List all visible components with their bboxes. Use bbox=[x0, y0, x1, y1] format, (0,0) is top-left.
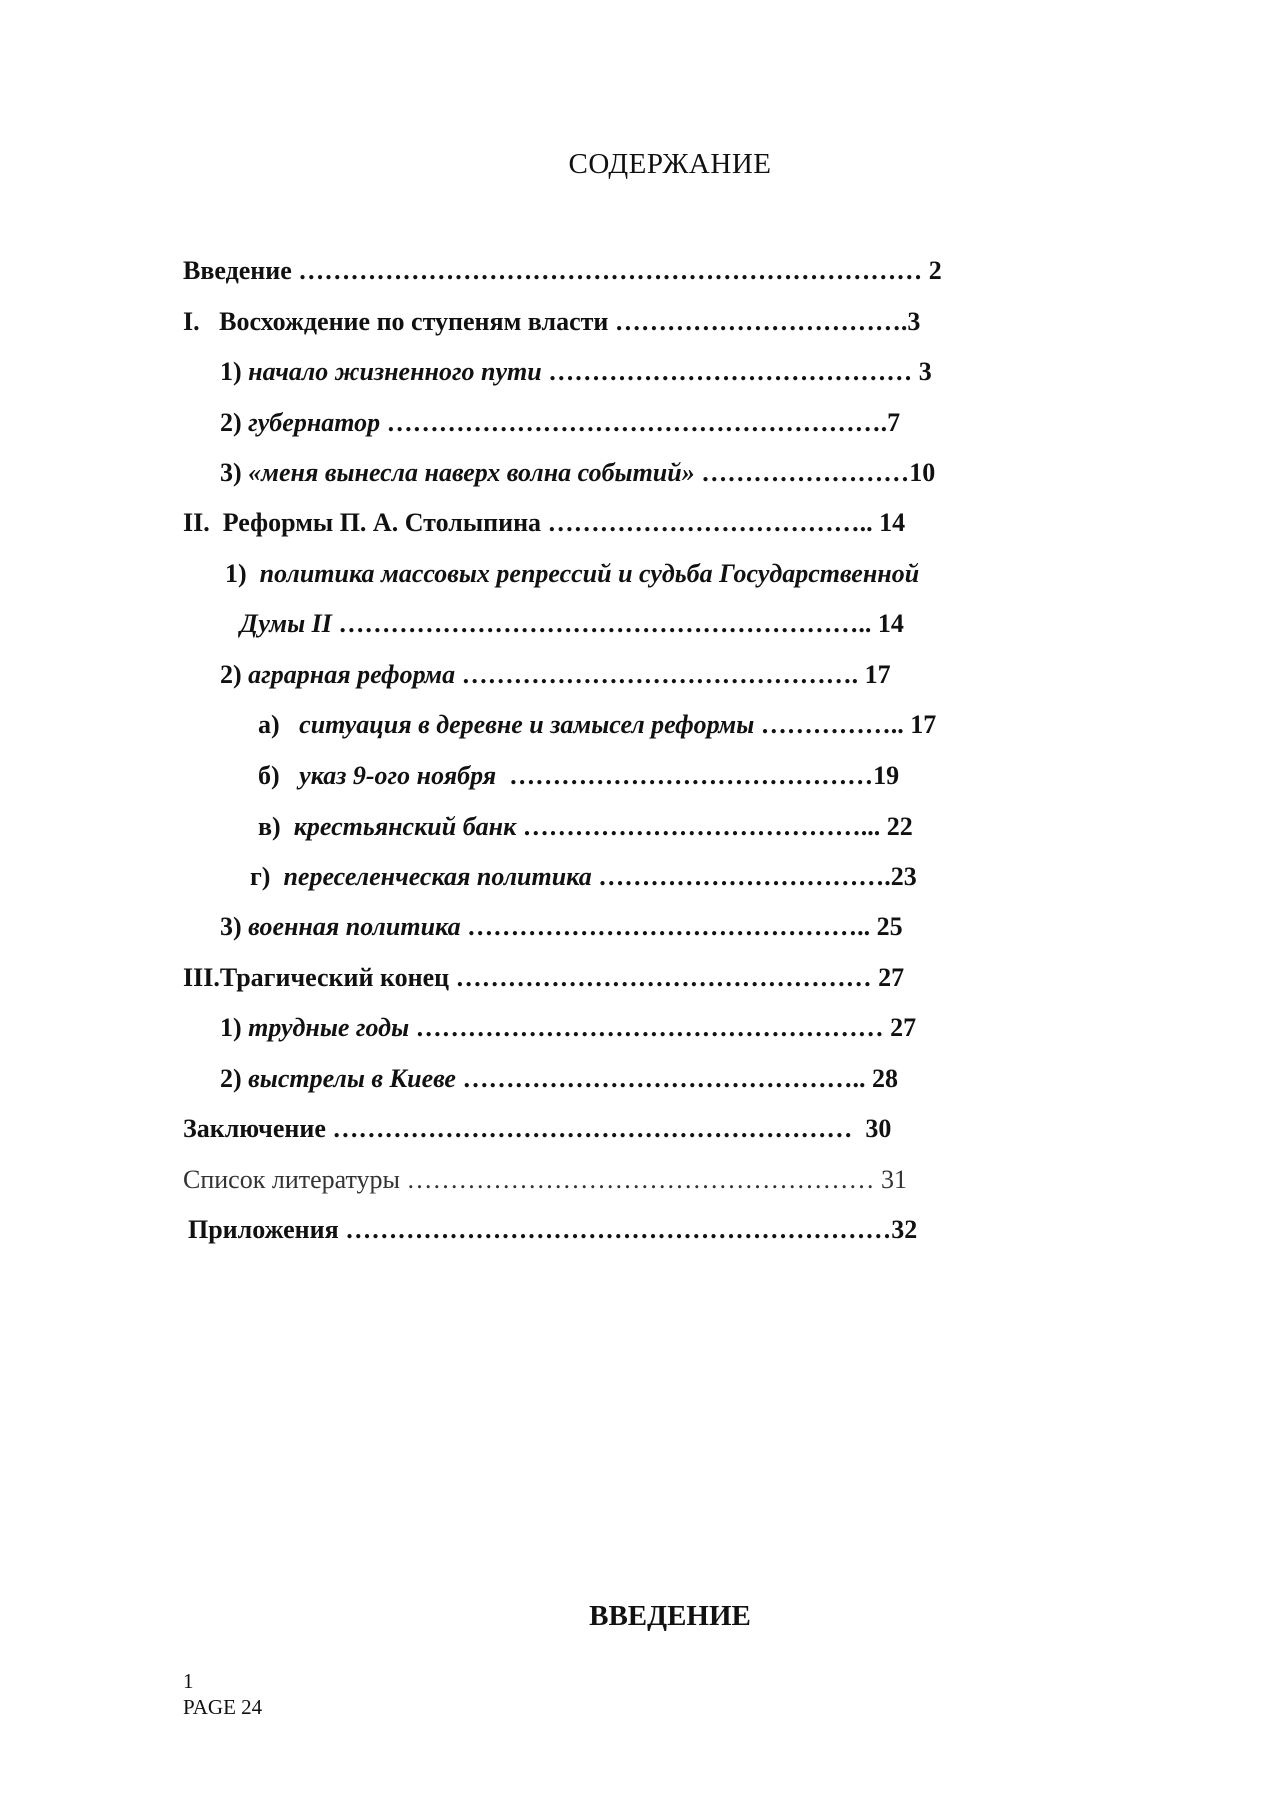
toc-entry: в) крестьянский банк …………………………………... 22 bbox=[258, 812, 913, 841]
section-heading: ВВЕДЕНИЕ bbox=[589, 1600, 751, 1632]
toc-entry: 2) аграрная реформа ………………………………………. 17 bbox=[220, 660, 891, 689]
toc-entry: 3) «меня вынесла наверх волна событий» ……………………10 bbox=[220, 458, 936, 487]
toc-entry: Заключение …………………………………………………… 30 bbox=[183, 1114, 892, 1143]
toc-entry: г) переселенческая политика …………………………….23 bbox=[250, 862, 917, 891]
toc-entry: 1) трудные годы ……………………………………………… 27 bbox=[220, 1013, 917, 1042]
footer-page-number: 1 bbox=[183, 1669, 194, 1693]
toc-entry: 1) политика массовых репрессий и судьба Государственной bbox=[225, 559, 920, 588]
footer-page-field: PAGE 24 bbox=[183, 1695, 263, 1719]
toc-entry: Приложения ………………………………………………………32 bbox=[188, 1215, 918, 1244]
toc-entry: Думы II …………………………………………………….. 14 bbox=[240, 609, 904, 638]
toc-entry: 2) губернатор ………………………………………………….7 bbox=[220, 408, 901, 437]
toc-entry: а) ситуация в деревне и замысел реформы …………….. 17 bbox=[258, 710, 937, 739]
toc-entry: б) указ 9-ого ноября ……………………………………19 bbox=[258, 761, 900, 790]
toc-entry: Введение ……………………………………………………………… 2 bbox=[183, 256, 942, 285]
toc-entry: 3) военная политика ……………………………………….. 25 bbox=[220, 912, 903, 941]
toc-entry: II. Реформы П. А. Столыпина ……………………………….. 14 bbox=[183, 508, 906, 537]
toc-entry: 2) выстрелы в Киеве ……………………………………….. 28 bbox=[220, 1064, 898, 1093]
page-title: СОДЕРЖАНИЕ bbox=[568, 148, 772, 180]
toc-entry: I. Восхождение по ступеням власти …………………………….3 bbox=[183, 307, 921, 336]
toc-entry: 1) начало жизненного пути …………………………………… 3 bbox=[220, 357, 932, 386]
toc-entry: Список литературы ……………………………………………… 31 bbox=[183, 1165, 907, 1194]
toc-entry: III.Трагический конец ………………………………………… 27 bbox=[183, 963, 905, 992]
